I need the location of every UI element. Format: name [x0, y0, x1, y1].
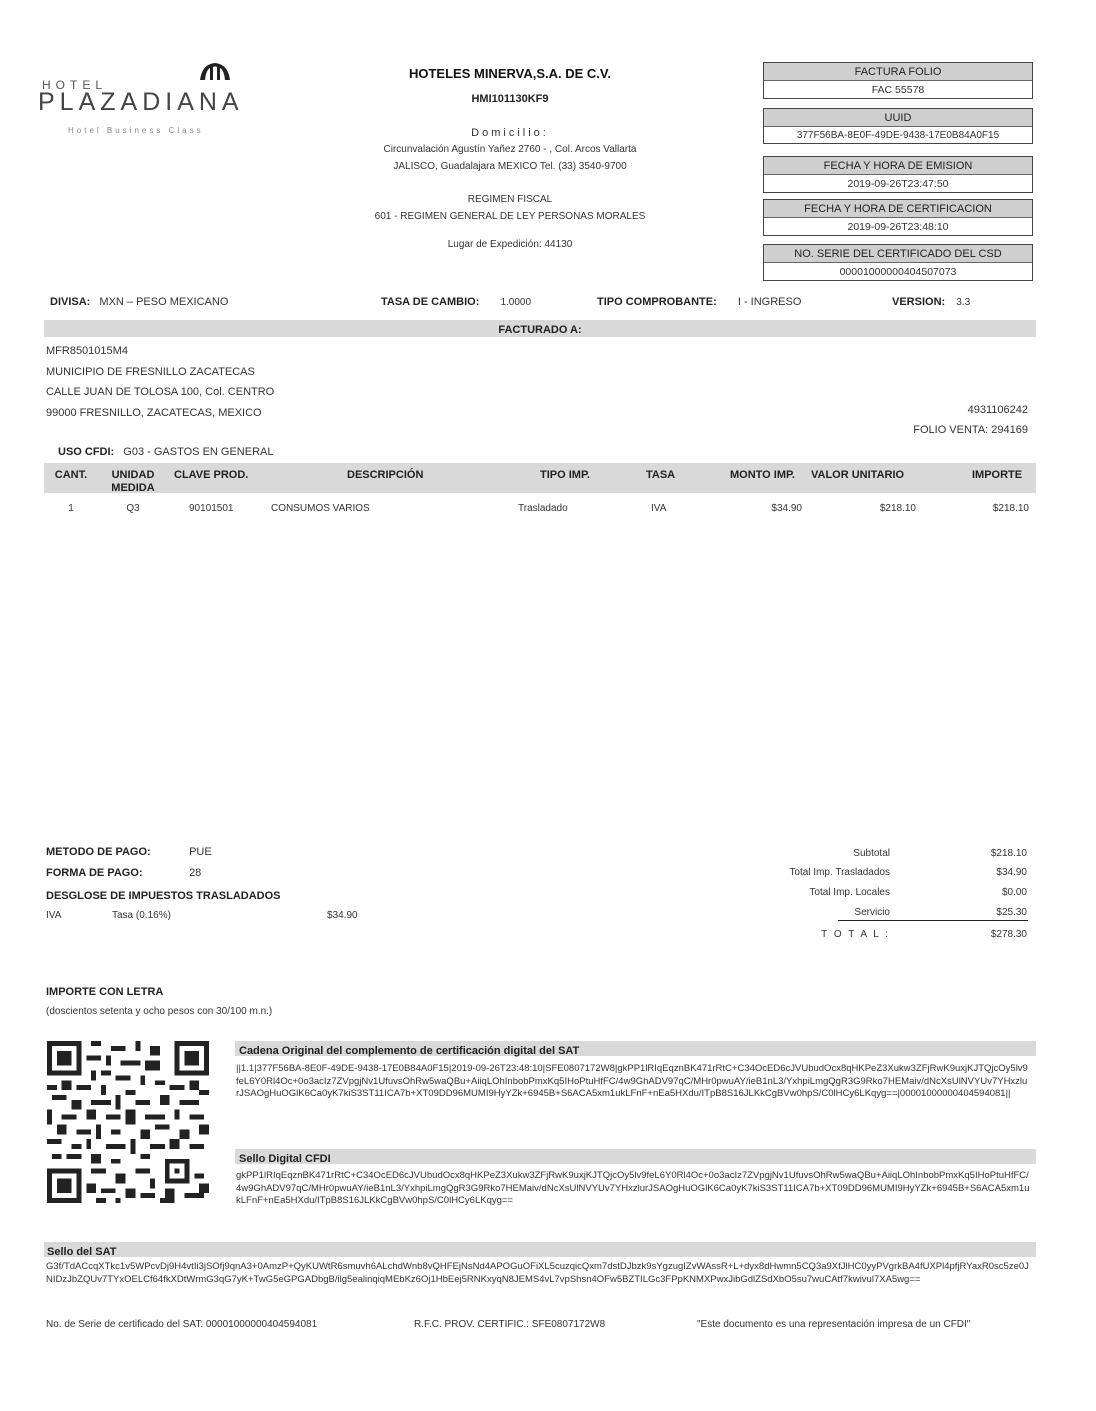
client-block — [46, 341, 274, 423]
facturado-a-bar — [44, 320, 1036, 337]
issuer-lugar: Lugar de Expedición: 44130 — [447, 239, 573, 250]
sello-cfdi-label: Sello Digital CFDI — [239, 1153, 331, 1165]
cell-valor-unitario: $218.10 — [879, 503, 916, 514]
cadena-original-bar — [235, 1041, 1036, 1056]
certificacion-box — [763, 199, 1033, 236]
col-monto-imp: MONTO IMP. — [730, 469, 795, 481]
imp-locales-label: Total Imp. Locales — [809, 887, 890, 898]
servicio-value: $25.30 — [996, 907, 1027, 918]
folio-venta: FOLIO VENTA: 294169 — [913, 424, 1028, 436]
desglose-label: DESGLOSE DE IMPUESTOS TRASLADADOS — [46, 890, 281, 902]
csd-box — [763, 244, 1033, 281]
client-city: 99000 FRESNILLO, ZACATECAS, MEXICO — [46, 406, 262, 419]
hotel-logo — [38, 60, 253, 140]
cell-monto-imp: $34.90 — [771, 503, 802, 514]
client-street: CALLE JUAN DE TOLOSA 100, Col. CENTRO — [46, 386, 275, 398]
footer-serie-sat: No. de Serie de certificado del SAT: 00001000000404594081 — [46, 1319, 318, 1330]
logo-tagline: Hotel Business Class — [68, 126, 204, 135]
qr-code-icon — [47, 1041, 209, 1203]
table-row — [44, 503, 1036, 519]
issuer-name: HOTELES MINERVA,S.A. DE C.V. — [408, 66, 612, 81]
forma-pago-value: 28 — [189, 867, 202, 879]
servicio-label: Servicio — [854, 907, 890, 918]
csd-label: NO. SERIE DEL CERTIFICADO DEL CSD — [764, 245, 1032, 263]
forma-pago-label: FORMA DE PAGO: — [46, 867, 143, 879]
sello-sat-value: G3f/TdACcqXTkc1v5WPcvDj9H4vtIi3jSOfj9qnA3+0AmzP+QyKUWtR6smuvh6ALchdWnb8vQHFEjNsNd4APOGuOFiXL5cuzqicQxm7dstDJbzk9sYgzugIZvWAssR+L+dyx8dHwmn5CQ3a9XfJlHC0yyPVgrkBA4fUXPl4pfjRYaxR0sc5ze0JNIDzJbZQUv7TYxOELCf64fkXDtWrmG3qG7yK+TwG5eGPGADbgB/ilg5ealinqiqMEbKz6Oj1HbEej5RNKxyqN8JEMS4vL7vpShsn4OFw5BZTILGc3FPpKNMXPwxJibGdlZSdXbO5su7wuCAtf7kwivul7XA5wg== — [46, 1261, 1029, 1285]
emision-box — [763, 156, 1033, 193]
items-table-header — [44, 463, 1036, 493]
divisa-value: MXN – PESO MEXICANO — [99, 296, 229, 308]
client-ref: 4931106242 — [967, 404, 1028, 416]
facturado-a-label: FACTURADO A: — [498, 324, 582, 336]
uso-cfdi-label: USO CFDI: — [58, 446, 115, 458]
col-unidad: UNIDAD MEDIDA — [111, 469, 155, 494]
metodo-pago-value: PUE — [189, 846, 212, 858]
uuid-value: 377F56BA-8E0F-49DE-9438-17E0B84A0F15 — [796, 130, 1000, 141]
cell-unidad: Q3 — [126, 503, 140, 514]
footer-nota: "Este documento es una representación impresa de un CFDI" — [697, 1319, 971, 1330]
cell-descripcion: CONSUMOS VARIOS — [271, 503, 370, 514]
tipo-value: I - INGRESO — [737, 296, 802, 308]
cell-cant: 1 — [68, 503, 74, 514]
importe-letra-value: (doscientos setenta y ocho pesos con 30/100 m.n.) — [46, 1006, 273, 1017]
divisa-row — [50, 296, 228, 308]
divisa-label: DIVISA: — [50, 296, 91, 308]
version-row — [892, 296, 970, 308]
issuer-regimen: 601 - REGIMEN GENERAL DE LEY PERSONAS MORALES — [374, 211, 646, 222]
uso-cfdi-value: G03 - GASTOS EN GENERAL — [123, 446, 274, 458]
col-cant: CANT. — [54, 469, 88, 481]
total-value: $278.30 — [990, 929, 1027, 940]
client-rfc: MFR8501015M4 — [46, 345, 128, 357]
col-valor-unitario: VALOR UNITARIO — [811, 469, 905, 481]
folio-box — [763, 62, 1033, 99]
issuer-address1: Circunvalación Agustín Yañez 2760 - , Col. Arcos Vallarta — [383, 144, 637, 155]
sello-cfdi-bar — [235, 1149, 1036, 1164]
issuer-rfc: HMI101130KF9 — [471, 93, 549, 105]
version-value: 3.3 — [956, 297, 971, 308]
importe-letra-label: IMPORTE CON LETRA — [46, 986, 164, 998]
subtotal-value: $218.10 — [990, 848, 1027, 859]
cadena-original-label: Cadena Original del complemento de certificación digital del SAT — [239, 1045, 580, 1057]
imp-locales-value: $0.00 — [1001, 887, 1027, 898]
tasa-row — [381, 296, 531, 308]
tax-name: IVA — [46, 910, 62, 921]
issuer-regimen-label: REGIMEN FISCAL — [467, 194, 553, 205]
forma-pago-row — [46, 867, 201, 879]
metodo-pago-label: METODO DE PAGO: — [46, 846, 151, 858]
client-name: MUNICIPIO DE FRESNILLO ZACATECAS — [46, 365, 255, 378]
cell-tasa: IVA — [651, 503, 667, 514]
sello-cfdi-value: gkPP1lRIqEqznBK471rRtC+C34OcED6cJVUbudOcx8qHKPeZ3Xukw3ZFjRwK9uxjKJTQjcOy5lv9feL6Y0Rl4Oc+0o3acIz7ZVpgjNv1UfuvsOhRw5waQBu+AiiqLOhInbobPmxKq5IHoPtuHfFC/4w9GhADV97qC/MHr0pwuAY/ieB1nL3/YxhpiLmgQgR3G9Rko7HEMaiv/dNcXsUlNVYUv7YHxzlurJSAOgHuOGlK6Ca0yK7kiS3ST11ICA7b+XT09DD96MUMI9HyYZk+6945B+S6ACA5xm1ukLFnF+nEa5HXdu/ITpB8S16JLKkCgBVw0hpS/C0lHCy6LKqyg== — [236, 1170, 1030, 1206]
logo-mark-icon — [198, 60, 232, 82]
csd-value: 00001000000404507073 — [839, 266, 957, 278]
tipo-label: TIPO COMPROBANTE: — [597, 296, 717, 308]
version-label: VERSION: — [892, 296, 946, 308]
uuid-label: UUID — [764, 109, 1032, 127]
certificacion-label: FECHA Y HORA DE CERTIFICACION — [764, 200, 1032, 218]
logo-top-text: HOTEL — [42, 78, 108, 92]
tasa-label: TASA DE CAMBIO: — [381, 296, 480, 308]
cell-tipo-imp: Trasladado — [518, 503, 568, 514]
tasa-value: 1.0000 — [500, 297, 532, 308]
col-descripcion: DESCRIPCIÓN — [347, 469, 424, 481]
uuid-box — [763, 108, 1033, 144]
col-importe: IMPORTE — [972, 469, 1023, 481]
imp-trasladados-value: $34.90 — [996, 867, 1027, 878]
tipo-row — [597, 296, 801, 308]
cell-importe: $218.10 — [992, 503, 1029, 514]
folio-value: FAC 55578 — [871, 84, 925, 96]
sello-sat-label: Sello del SAT — [47, 1246, 117, 1258]
totals-divider — [838, 920, 1028, 921]
cadena-original-value: ||1.1|377F56BA-8E0F-49DE-9438-17E0B84A0F15|2019-09-26T23:48:10|SFE0807172W8|gkPP1lRIqEqznBK471rRtC+C34OcED6cJVUbudOcx8qHKPeZ3Xukw3ZFjRwK9uxjKJTQjcOy5lv9feL6Y0Rl4Oc+0o3acIz7ZVpgjNv1UfuvsOhRw5waQBu+AiiqLOhInbobPmxKq5IHoPtuHfFC/4w9GhADV97qC/MHr0pwuAY/ieB1nL3/YxhpiLmgQgR3G9Rko7HEMaiv/dNcXsUlNVYUv7YHxzlurJSAOgHuOGlK6Ca0yK7kiS3ST11ICA7b+XT09DD96MUMI9HyYZk+6945B+S6ACA5xm1ukLFnF+nEa5HXdu/ITpB8S16JLKkCgBVw0hpS/C0lHCy6LKqyg==|00001000000404594081|| — [236, 1063, 1028, 1099]
subtotal-label: Subtotal — [853, 848, 890, 859]
imp-trasladados-label: Total Imp. Trasladados — [789, 867, 890, 878]
emision-value: 2019-09-26T23:47:50 — [847, 178, 949, 190]
issuer-address2: JALISCO, Guadalajara MEXICO Tel. (33) 3540-9700 — [393, 161, 627, 172]
issuer-domicilio-label: Domicilio: — [471, 127, 549, 139]
total-label: T O T A L : — [821, 929, 890, 940]
logo-main-text: PLAZADIANA — [38, 88, 244, 116]
tax-rate: Tasa (0.16%) — [112, 910, 171, 921]
col-tasa: TASA — [646, 469, 676, 481]
cell-clave: 90101501 — [189, 503, 234, 514]
sello-sat-bar — [44, 1242, 1036, 1257]
uso-cfdi-row — [58, 446, 273, 458]
col-tipo-imp: TIPO IMP. — [540, 469, 590, 481]
col-clave: CLAVE PROD. — [174, 469, 249, 481]
footer-rfc-prov: R.F.C. PROV. CERTIFIC.: SFE0807172W8 — [414, 1319, 606, 1330]
certificacion-value: 2019-09-26T23:48:10 — [847, 221, 949, 233]
metodo-pago-row — [46, 846, 212, 858]
tax-amount: $34.90 — [327, 910, 358, 921]
issuer-block — [300, 66, 720, 250]
emision-label: FECHA Y HORA DE EMISION — [764, 157, 1032, 175]
folio-label: FACTURA FOLIO — [764, 63, 1032, 81]
